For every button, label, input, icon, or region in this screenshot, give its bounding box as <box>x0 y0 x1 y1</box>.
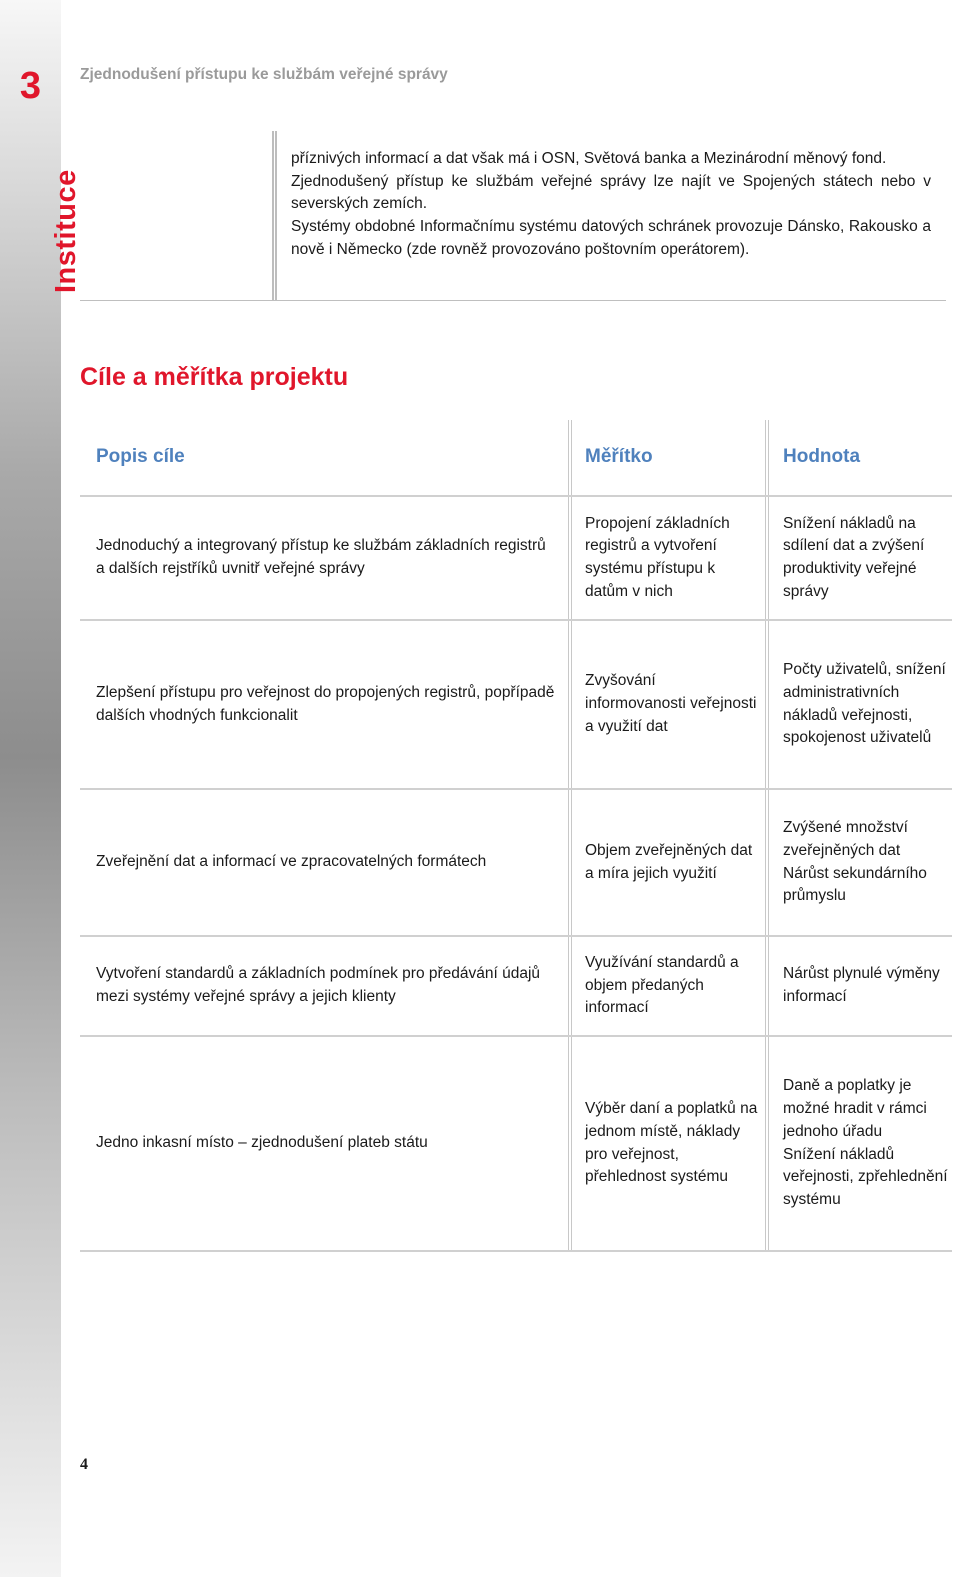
table-row <box>80 1037 952 1252</box>
value-cell: Počty uživatelů, snížení administrativních nákladů veřejnosti, spokojenost uživatelů <box>783 661 946 747</box>
intro-box <box>80 131 946 301</box>
intro-margin-bar <box>272 131 277 300</box>
chapter-label: Instituce <box>50 169 82 293</box>
column-divider <box>568 420 572 495</box>
value-cell: Nárůst plynulé výměny informací <box>783 965 940 1005</box>
value-cell: Daně a poplatky je možné hradit v rámci jednoho úřadu Snížení nákladů veřejnosti, zpřehlednění systému <box>783 1077 948 1208</box>
intro-paragraph: Systémy obdobné Informačnímu systému datových schránek provozuje Dánsko, Rakousko a nově i Německo (zde rovněž provozováno poštovním operátorem). <box>291 218 931 258</box>
chapter-number: 3 <box>19 65 42 107</box>
column-divider <box>568 790 572 935</box>
table-row <box>80 937 952 1037</box>
chapter-sidebar <box>0 0 82 1577</box>
goal-cell: Zveřejnění dat a informací ve zpracovatelných formátech <box>96 853 487 871</box>
goals-table <box>80 420 952 1252</box>
column-divider <box>568 937 572 1035</box>
measure-cell: Výběr daní a poplatků na jednom místě, náklady pro veřejnost, přehlednost systému <box>585 1100 758 1186</box>
goal-cell: Zlepšení přístupu pro veřejnost do propojených registrů, popřípadě dalších vhodných funkcionalit <box>96 683 555 724</box>
column-divider <box>765 621 769 788</box>
table-row <box>80 497 952 621</box>
section-title: Cíle a měřítka projektu <box>80 363 349 391</box>
measure-cell: Zvyšování informovanosti veřejnosti a využití dat <box>585 672 757 735</box>
value-cell: Snížení nákladů na sdílení dat a zvýšení produktivity veřejné správy <box>783 514 925 600</box>
column-divider <box>765 497 769 619</box>
goal-cell: Vytvoření standardů a základních podmínek pro předávání údajů mezi systémy veřejné správy a jejich klienty <box>96 965 541 1005</box>
column-divider <box>765 420 769 495</box>
measure-cell: Propojení základních registrů a vytvoření systému přístupu k datům v nich <box>585 514 730 600</box>
intro-paragraph: Zjednodušený přístup ke službám veřejné správy lze najít ve Spojených státech nebo v severských zemích. <box>291 172 931 213</box>
table-header-row <box>80 420 952 497</box>
goal-cell: Jednoduchý a integrovaný přístup ke službám základních registrů a dalších rejstříků uvnitř veřejné správy <box>96 537 546 577</box>
column-divider <box>765 937 769 1035</box>
column-divider <box>568 497 572 619</box>
goal-cell: Jedno inkasní místo – zjednodušení plateb státu <box>96 1134 428 1152</box>
header-measure: Měřítko <box>585 446 653 468</box>
header-value: Hodnota <box>783 446 861 468</box>
intro-text <box>291 148 931 262</box>
page-number: 4 <box>80 1456 88 1473</box>
column-divider <box>765 790 769 935</box>
column-divider <box>568 621 572 788</box>
table-row <box>80 790 952 937</box>
table-row <box>80 621 952 790</box>
measure-cell: Objem zveřejněných dat a míra jejich využití <box>585 841 753 882</box>
column-divider <box>568 1037 572 1250</box>
column-divider <box>765 1037 769 1250</box>
measure-cell: Využívání standardů a objem předaných informací <box>585 953 739 1017</box>
running-head: Zjednodušení přístupu ke službám veřejné správy <box>80 66 448 83</box>
header-goal: Popis cíle <box>96 446 185 468</box>
intro-paragraph: příznivých informací a dat však má i OSN, Světová banka a Mezinárodní měnový fond. <box>291 150 887 167</box>
value-cell: Zvýšené množství zveřejněných dat Nárůst sekundárního průmyslu <box>783 819 927 905</box>
